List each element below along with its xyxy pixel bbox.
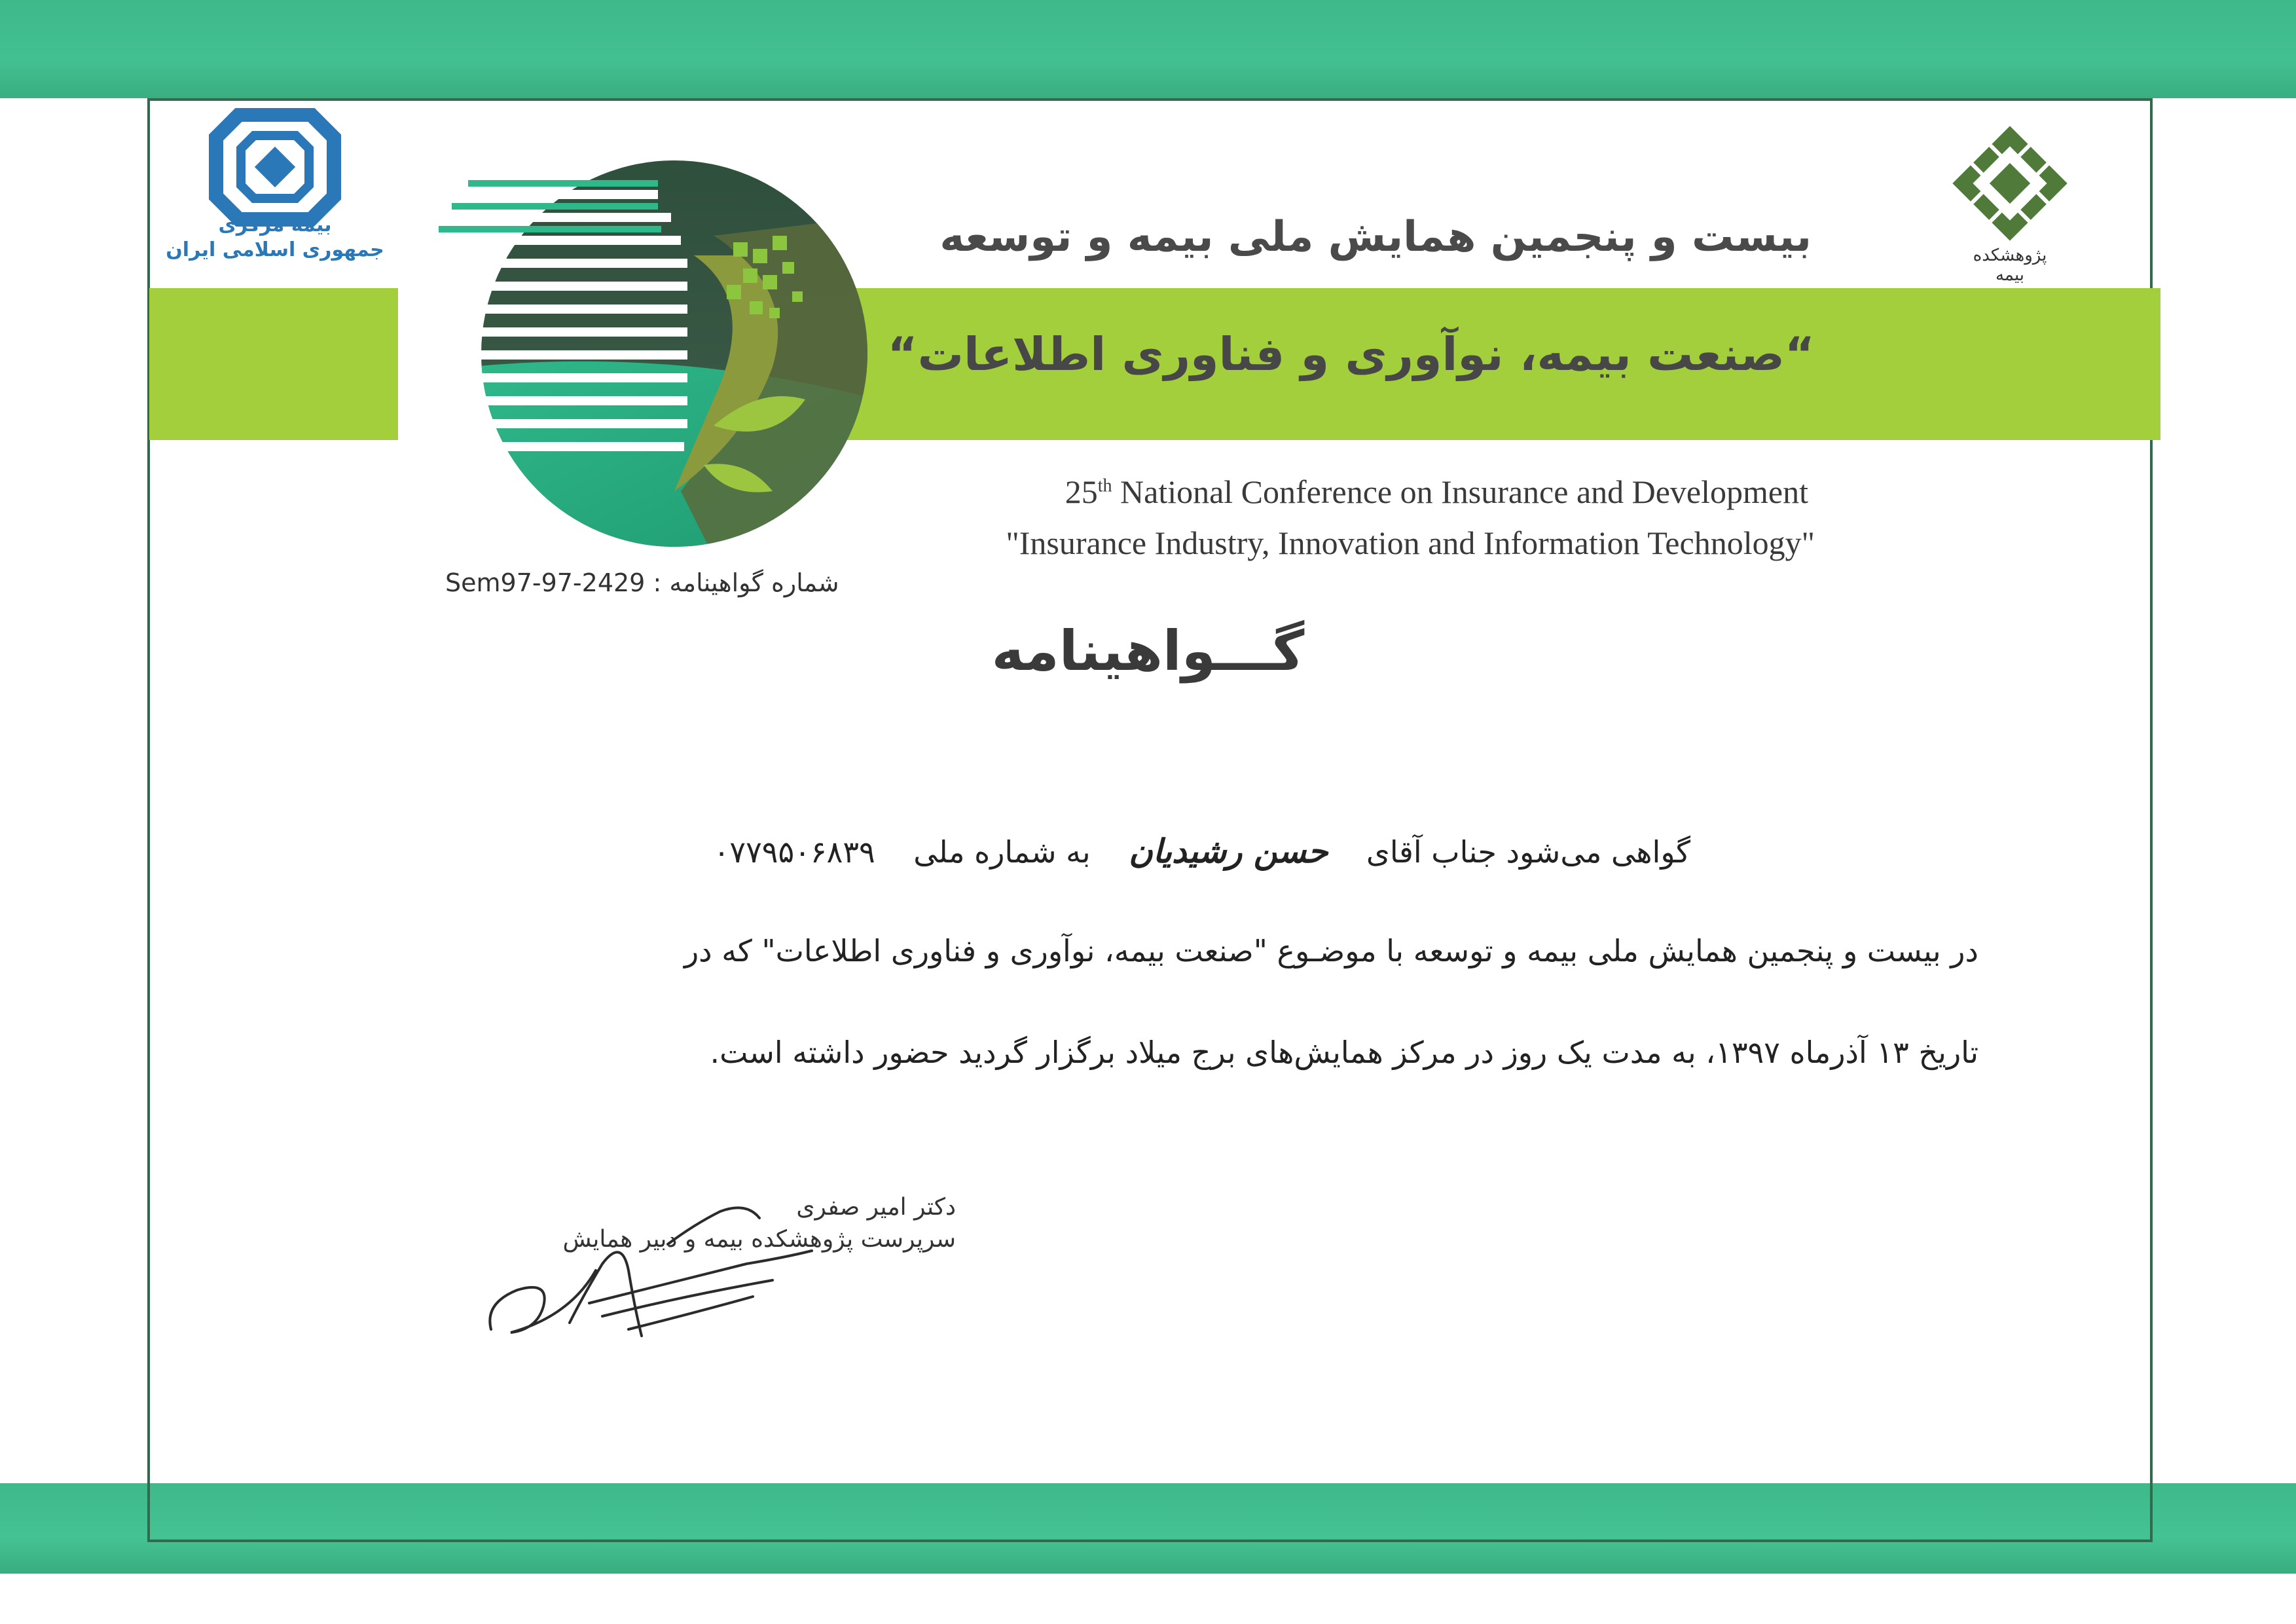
logo-left-line1: بیمه مرکزی bbox=[218, 213, 332, 236]
certificate-number-value: Sem97-97-2429 bbox=[445, 568, 646, 597]
certificate-number-label: شماره گواهینامه : bbox=[653, 568, 839, 597]
conference-title-en bbox=[1065, 473, 1808, 511]
body-line-2: در بیست و پنجمین همایش ملی بیمه و توسعه با موضـوع "صنعت بیمه، نوآوری و فناوری اطلاعات" که در bbox=[683, 933, 1978, 969]
central-insurance-logo-text bbox=[157, 213, 393, 262]
lime-banner-left bbox=[149, 288, 398, 440]
handwritten-signature bbox=[471, 1166, 877, 1362]
national-id: ۰۷۷۹۵۰۶۸۳۹ bbox=[713, 834, 875, 870]
logo-left-line2: جمهوری اسلامی ایران bbox=[166, 238, 384, 261]
conference-emblem bbox=[406, 151, 877, 557]
top-green-band bbox=[0, 0, 2296, 98]
recipient-name: حسن رشیدیان bbox=[1129, 832, 1328, 870]
signatory-title: سرپرست پژوهشکده بیمه و دبیر همایش bbox=[562, 1225, 956, 1253]
signatory-name: دکتر امیر صفری bbox=[796, 1194, 956, 1221]
certificate-number bbox=[445, 568, 839, 597]
conference-subtitle-fa: “صنعت بیمه، نوآوری و فناوری اطلاعات“ bbox=[887, 327, 1815, 381]
conference-title-fa: بیست و پنجمین همایش ملی بیمه و توسعه bbox=[939, 213, 1812, 261]
title-en-sup: th bbox=[1097, 475, 1112, 496]
title-en-rest: National Conference on Insurance and Development bbox=[1112, 473, 1808, 510]
line1-intro: گواهی می‌شود جناب آقای bbox=[1366, 834, 1690, 870]
line1-id-label: به شماره ملی bbox=[913, 834, 1091, 870]
body-line-3: تاریخ ۱۳ آذرماه ۱۳۹۷، به مدت یک روز در مرکز همایش‌های برج میلاد برگزار گردید حضور داشته است. bbox=[710, 1035, 1978, 1070]
body-line-1 bbox=[714, 832, 1690, 870]
title-en-number: 25 bbox=[1065, 473, 1098, 510]
conference-subtitle-en: "Insurance Industry, Innovation and Information Technology" bbox=[1006, 525, 1815, 561]
certificate-heading: گـــواهینامه bbox=[991, 619, 1305, 683]
insurance-research-center-logo-text: پژوهشکده بیمه bbox=[1973, 246, 2047, 285]
